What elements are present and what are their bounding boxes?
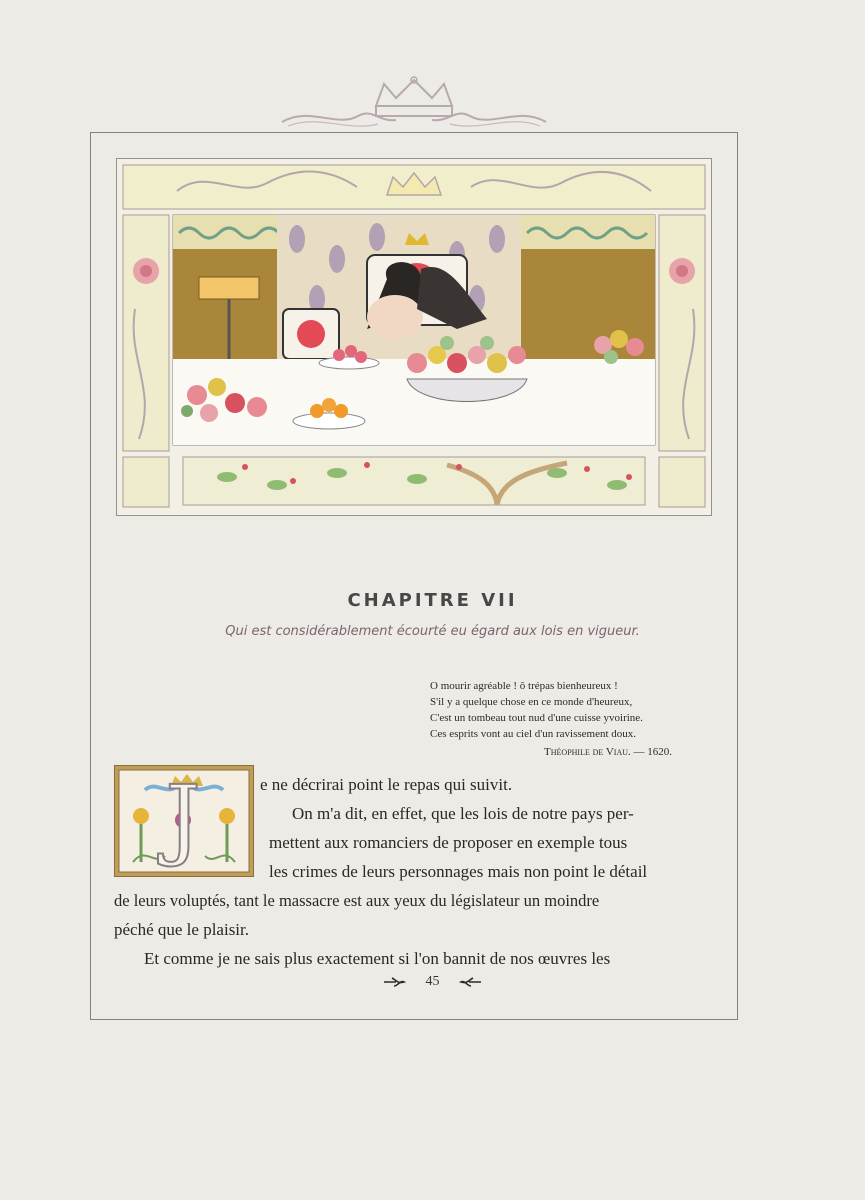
body-line: On m'a dit, en effet, que les lois de notre pays per- — [292, 804, 634, 823]
page-footer — [0, 974, 865, 990]
illuminated-dropcap — [114, 765, 254, 877]
epigraph-attribution — [430, 744, 710, 760]
body-line: e ne décrirai point le repas qui suivit. — [260, 775, 513, 794]
page-number: 45 — [425, 974, 440, 989]
body-line: mettent aux romanciers de proposer en exemple tous — [269, 833, 628, 852]
chapter-subtitle: Qui est considérablement écourté eu égard aux lois en vigueur. — [225, 624, 640, 639]
body-line: péché que le plaisir. — [114, 920, 250, 939]
body-line: Et comme je ne sais plus exactement si l'on bannit de nos œuvres les — [144, 949, 611, 968]
fleuron-right-icon — [457, 976, 483, 988]
epigraph-year: — 1620. — [633, 746, 672, 758]
body-line: les crimes de leurs personnages mais non point le détail — [269, 862, 648, 881]
epigraph-line: Ces esprits vont au ciel d'un ravissement doux. — [430, 728, 637, 740]
chapter-illustration — [116, 158, 712, 516]
dropcap-letter: J — [165, 766, 201, 869]
epigraph-line: O mourir agréable ! ô trépas bienheureux ! — [430, 680, 618, 692]
body-line: de leurs voluptés, tant le massacre est aux yeux du législateur un moindre — [114, 891, 600, 910]
epigraph-author: Théophile de Viau. — [544, 746, 631, 758]
epigraph-line: S'il y a quelque chose en ce monde d'heureux, — [430, 696, 633, 708]
epigraph-line: C'est un tombeau tout nud d'une cuisse yvoirine. — [430, 712, 643, 724]
crown-ornament — [278, 76, 550, 132]
fleuron-left-icon — [382, 976, 408, 988]
chapter-title: CHAPITRE VII — [347, 590, 518, 611]
banquet-scene — [117, 159, 711, 515]
epigraph — [430, 678, 710, 760]
